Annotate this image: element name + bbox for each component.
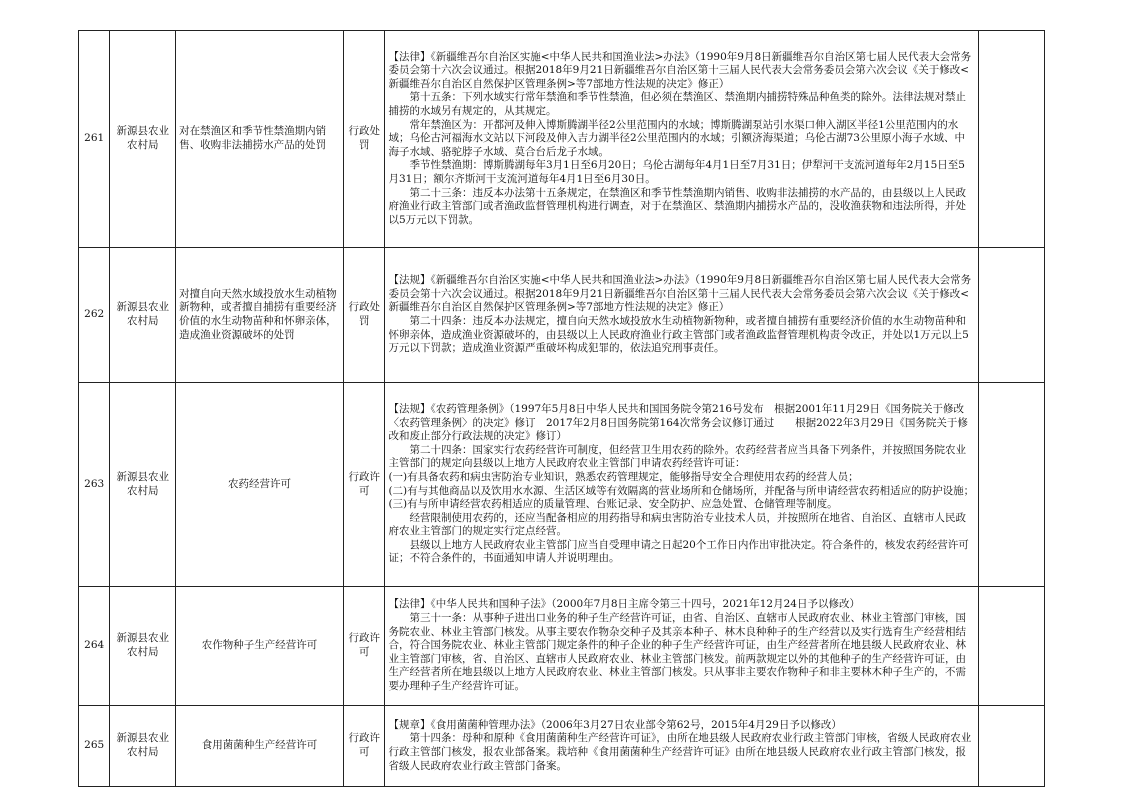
legal-basis [385,31,979,248]
department: 新源县农业农村局 [110,587,176,706]
remarks [979,587,1045,706]
basis-line: 常年禁渔区为：开都河及伸入博斯腾湖半径2公里范围内的水域；博斯腾湖泵站引水渠口伸入湖区半径1公里范围内的水域；乌伦古河福海水文站以下河段及伸入吉力湖半径2公里范围内的水域；引额济海渠道；乌伦古湖73公里原小海子水域、中海子水域、骆驼脖子水域、莫合台后龙子水域。 [388,118,965,158]
department: 新源县农业农村局 [110,248,176,383]
department: 新源县农业农村局 [110,706,176,787]
basis-line: 【法规】《农药管理条例》（1997年5月8日中华人民共和国国务院令第216号发布 根据2001年11月29日《国务院关于修改〈农药管理条例〉的决定》修订 2017年2月8日国务院第164次常务会议修订通过 根据2022年3月29日《国务院关于修改和废止部分行政法规的决定》修订） [388,402,968,443]
basis-line: 第二十三条：违反本办法第十五条规定，在禁渔区和季节性禁渔期内销售、收购非法捕捞的水产品的，由县级以上人民政府渔业行政主管部门或者渔政监督管理机构进行调查，对于在禁渔区、禁渔期内捕捞水产品的，没收渔获物和违法所得，并处以5万元以下罚款。 [388,186,966,226]
basis-line: 第三十一条：从事种子进出口业务的种子生产经营许可证，由省、自治区、直辖市人民政府农业、林业主管部门审核，国务院农业、林业主管部门核发。从事主要农作物杂交种子及其亲本种子、林木良种种子的生产经营以及实行选育生产经营相结合，符合国务院农业、林业主管部门规定条件的种子企业的种子生产经营许可证，由生产经营者所在地县级人民政府农业、林业主管部门审核，省、自治区、直辖市人民政府农业、林业主管部门核发。前两款规定以外的其他种子的生产经营许可证，由生产经营者所在地县级以上地方人民政府农业、林业主管部门核发。只从事非主要农作物种子和非主要林木种子生产的，不需要办理种子生产经营许可证。 [388,612,966,692]
remarks [979,31,1045,248]
legal-basis [385,383,979,587]
table-row [79,383,1045,587]
item-name: 对在禁渔区和季节性禁渔期内销售、收购非法捕捞水产品的处罚 [176,31,344,248]
row-number: 265 [79,706,110,787]
basis-line: (二)有与其他商品以及饮用水水源、生活区域等有效隔离的营业场所和仓储场所，并配备与所申请经营农药相适应的防护设施； [388,484,975,497]
table-row [79,587,1045,706]
remarks [979,248,1045,383]
basis-line: 第十四条：母种和原种《食用菌菌种生产经营许可证》，由所在地县级人民政府农业行政主管部门审核，省级人民政府农业行政主管部门核发，报农业部备案。栽培种《食用菌菌种生产经营许可证》由所在地县级人民政府农业行政主管部门核发，报省级人民政府农业行政主管部门备案。 [388,732,972,772]
legal-basis [385,587,979,706]
row-number: 264 [79,587,110,706]
table-row [79,706,1045,787]
item-name: 对擅自向天然水域投放水生动植物新物种，或者擅自捕捞有重要经济价值的水生动物苗种和怀卵亲体，造成渔业资源破坏的处罚 [176,248,344,383]
basis-line: (三)有与所申请经营农药相适应的质量管理、台账记录、安全防护、应急处置、仓储管理等制度。 [388,498,838,511]
department: 新源县农业农村局 [110,31,176,248]
basis-line: 第十五条：下列水域实行常年禁渔和季节性禁渔，但必须在禁渔区、禁渔期内捕捞特殊品种鱼类的除外。法律法规对禁止捕捞的水域另有规定的，从其规定。 [388,91,966,118]
basis-line: 季节性禁渔期：博斯腾湖每年3月1日至6月20日；乌伦古湖每年4月1日至7月31日；伊犁河干支流河道每年2月15日至5月31日；额尔齐斯河干支流河道每年4月1日至6月30日。 [388,159,965,185]
legal-basis [385,248,979,383]
remarks [979,706,1045,787]
basis-line: 第二十四条：违反本办法规定，擅自向天然水域投放水生动植物新物种，或者擅自捕捞有重要经济价值的水生动物苗种和怀卵亲体，造成渔业资源破坏的，由县级以上人民政府渔业行政主管部门或者渔政监督管理机构责令改正，并处以1万元以上5万元以下罚款；造成渔业资源严重破坏构成犯罪的，依法追究刑事责任。 [388,315,969,355]
item-type: 行政处罚 [343,31,384,248]
basis-line: (一)有具备农药和病虫害防治专业知识，熟悉农药管理规定，能够指导安全合理使用农药的经营人员； [388,470,859,483]
row-number: 262 [79,248,110,383]
row-number: 261 [79,31,110,248]
item-type: 行政许可 [343,587,384,706]
basis-line: 【法律】《新疆维吾尔自治区实施<中华人民共和国渔业法>办法》（1990年9月8日新疆维吾尔自治区第七届人民代表大会常务委员会第十六次会议通过。根据2018年9月21日新疆维吾尔自治区第十三届人民代表大会常务委员会第六次会议《关于修改<新疆维吾尔自治区自然保护区管理条例>等7部地方性法规的决定》修正） [388,50,972,90]
legal-basis [385,706,979,787]
basis-line: 经营限制使用农药的，还应当配备相应的用药指导和病虫害防治专业技术人员，并按照所在地省、自治区、直辖市人民政府农业主管部门的规定实行定点经营。 [388,511,966,538]
item-type: 行政处罚 [343,248,384,383]
remarks [979,383,1045,587]
basis-line: 【法律】《中华人民共和国种子法》（2000年7月8日主席令第三十四号，2021年12月24日予以修改） [388,598,860,611]
item-name: 食用菌菌种生产经营许可 [176,706,344,787]
table-row [79,31,1045,248]
row-number: 263 [79,383,110,587]
basis-line: 【规章】《食用菌菌种管理办法》（2006年3月27日农业部令第62号，2015年4月29日予以修改） [388,718,842,731]
permissions-table [78,30,1045,787]
basis-line: 第二十四条：国家实行农药经营许可制度，但经营卫生用农药的除外。农药经营者应当具备下列条件，并按照国务院农业主管部门的规定向县级以上地方人民政府农业主管部门申请农药经营许可证： [388,443,966,470]
table-row [79,248,1045,383]
basis-line: 县级以上地方人民政府农业主管部门应当自受理申请之日起20个工作日内作出审批决定。符合条件的，核发农药经营许可证；不符合条件的，书面通知申请人并说明理由。 [388,538,969,565]
item-name: 农药经营许可 [176,383,344,587]
item-type: 行政许可 [343,706,384,787]
item-type: 行政许可 [343,383,384,587]
department: 新源县农业农村局 [110,383,176,587]
basis-line: 【法规】《新疆维吾尔自治区实施<中华人民共和国渔业法>办法》（1990年9月8日新疆维吾尔自治区第七届人民代表大会常务委员会第十六次会议通过。根据2018年9月21日新疆维吾尔自治区第十三届人民代表大会常务委员会第六次会议《关于修改<新疆维吾尔自治区自然保护区管理条例>等7部地方性法规的决定》修正） [388,274,972,314]
item-name: 农作物种子生产经营许可 [176,587,344,706]
